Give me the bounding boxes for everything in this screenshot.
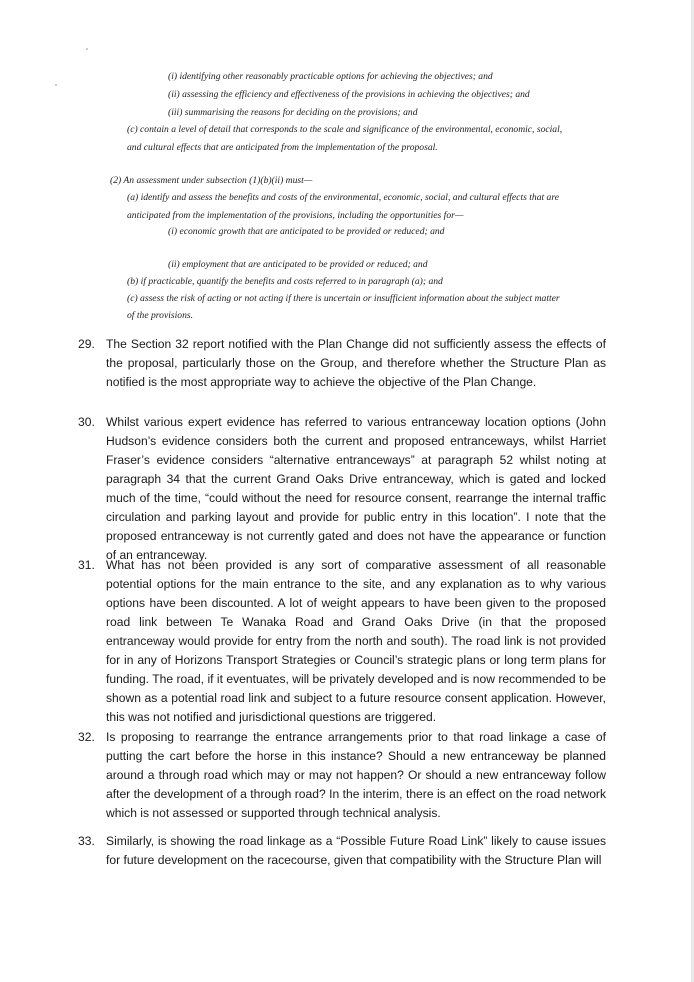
scan-speck [55,84,57,86]
paragraph-33 [78,832,606,870]
quote-line: (a) identify and assess the benefits and costs of the environmental, economic, social, and cultural effects that are [127,192,559,203]
paragraph-text: Similarly, is showing the road linkage as a “Possible Future Road Link” likely to cause issues for future development on the racecourse, given that compatibility with the Structure Plan will [106,834,606,867]
paragraph-text: Whilst various expert evidence has referred to various entranceway location options (John Hudson’s evidence considers both the current and proposed entranceways, whilst Harriet Fraser’s evidence considers “alternative entranceways” at paragraph 52 whilst noting at paragraph 34 that the current Grand Oaks Drive entranceway, which is gated and locked much of the time, “could without the need for resource consent, rearrange the internal traffic circulation and parking layout and provide for public entry in this location”. I note that the proposed entranceway is not currently gated and does not have the appearance or function of an entranceway. [106,415,606,562]
scan-speck [86,48,88,50]
paragraph-number: 29. [78,337,95,351]
paragraph-text: What has not been provided is any sort of comparative assessment of all reasonable potential options for the main entrance to the site, and any explanation as to why various options have been discounted. A lot of weight appears to have been given to the proposed road link between Te Wanaka Road and Grand Oaks Drive (in that the proposed entranceway would provide for entry from the north and south). The road link is not provided for in any of Horizons Transport Strategies or Council’s strategic plans or long term plans for funding. The road, if it eventuates, will be privately developed and is now recommended to be shown as a potential road link and subject to a future resource consent application. However, this was not notified and jurisdictional questions are triggered. [106,558,606,724]
paragraph-text: The Section 32 report notified with the Plan Change did not sufficiently assess the effects of the proposal, particularly those on the Group, and therefore whether the Structure Plan as notified is the most appropriate way to achieve the objective of the Plan Change. [106,337,606,389]
quote-line: (ii) assessing the efficiency and effectiveness of the provisions in achieving the objectives; and [168,89,530,100]
quote-line: (b) if practicable, quantify the benefits and costs referred to in paragraph (a); and [127,276,443,287]
quote-line: (ii) employment that are anticipated to be provided or reduced; and [168,259,428,270]
quote-line: (i) identifying other reasonably practicable options for achieving the objectives; and [168,71,493,82]
quote-line: and cultural effects that are anticipated from the implementation of the proposal. [127,142,438,153]
quote-line: anticipated from the implementation of the provisions, including the opportunities for— [127,210,464,221]
quote-line: (2) An assessment under subsection (1)(b)(ii) must— [110,175,313,186]
paragraph-number: 32. [78,730,95,744]
quote-line: of the provisions. [127,310,193,321]
paragraph-30 [78,413,606,565]
quote-line: (c) contain a level of detail that corresponds to the scale and significance of the environmental, economic, social, [127,124,563,135]
paragraph-29 [78,335,606,392]
paragraph-text: Is proposing to rearrange the entrance arrangements prior to that road linkage a case of putting the cart before the horse in this instance? Should a new entranceway be planned around a through road which may or may not happen? Or should a new entranceway follow after the development of a through road? In the interim, there is an effect on the road network which is not assessed or supported through technical analysis. [106,730,606,820]
paragraph-32 [78,728,606,823]
paragraph-31 [78,556,606,727]
paragraph-number: 33. [78,834,95,848]
quote-line: (c) assess the risk of acting or not acting if there is uncertain or insufficient information about the subject matter [127,293,560,304]
quote-line: (i) economic growth that are anticipated to be provided or reduced; and [168,226,445,237]
quote-line: (iii) summarising the reasons for deciding on the provisions; and [168,107,418,118]
paragraph-number: 31. [78,558,95,572]
paragraph-number: 30. [78,415,95,429]
